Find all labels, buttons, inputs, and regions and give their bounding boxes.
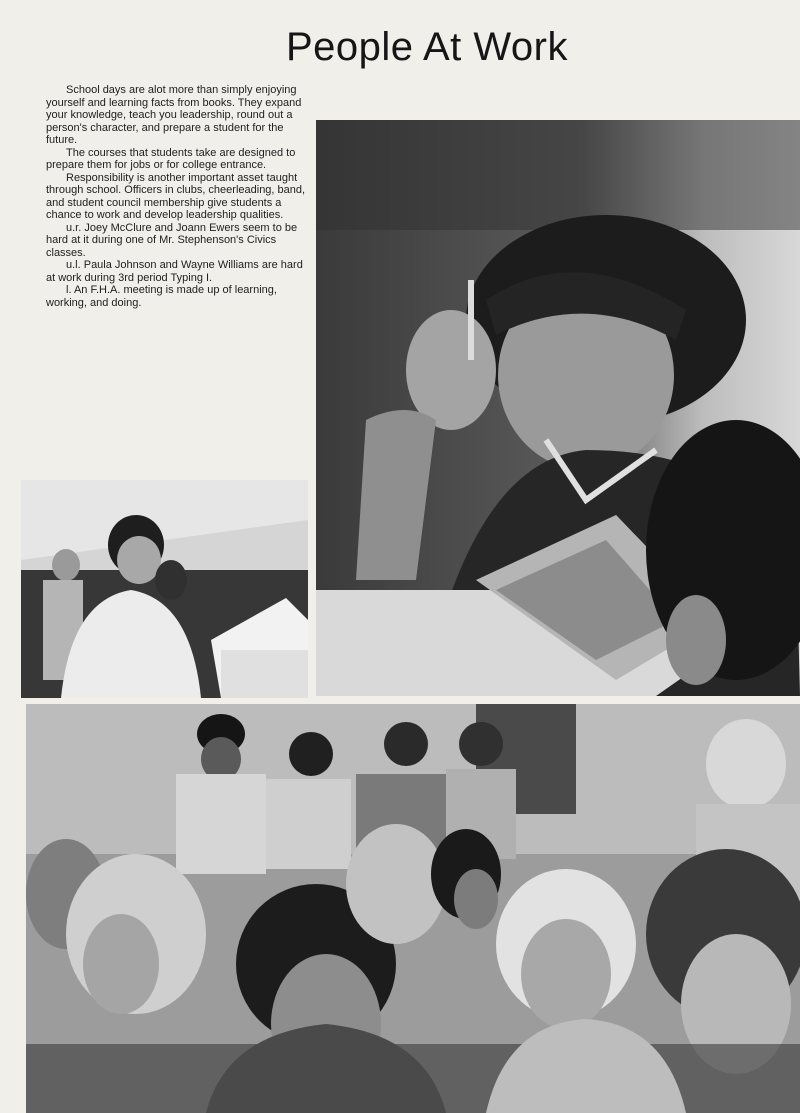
article-text (46, 84, 308, 309)
paragraph: Responsibility is another important asset taught through school. Officers in clubs, cheerleading, band, and student council membership give students a chance to work and develop leadership qualities. (46, 171, 306, 221)
photo-fha-meeting (26, 704, 800, 1113)
paragraph: School days are alot more than simply enjoying yourself and learning facts from books. They expand your knowledge, teach you leadership, round out a person's character, and prepare a student for the future. (46, 84, 302, 146)
caption-upper-right: u.r. Joey McClure and Joann Ewers seem to be hard at it during one of Mr. Stephenson's Civics classes. (46, 221, 298, 259)
caption-upper-left: u.l. Paula Johnson and Wayne Williams are hard at work during 3rd period Typing I. (46, 259, 303, 284)
paragraph: The courses that students take are designed to prepare them for jobs or for college entrance. (46, 146, 296, 171)
photo-typing-class (21, 480, 308, 698)
page-title: People At Work (286, 25, 568, 69)
photo-student-reading (316, 120, 800, 696)
caption-lower: l. An F.H.A. meeting is made up of learning, working, and doing. (46, 284, 277, 309)
